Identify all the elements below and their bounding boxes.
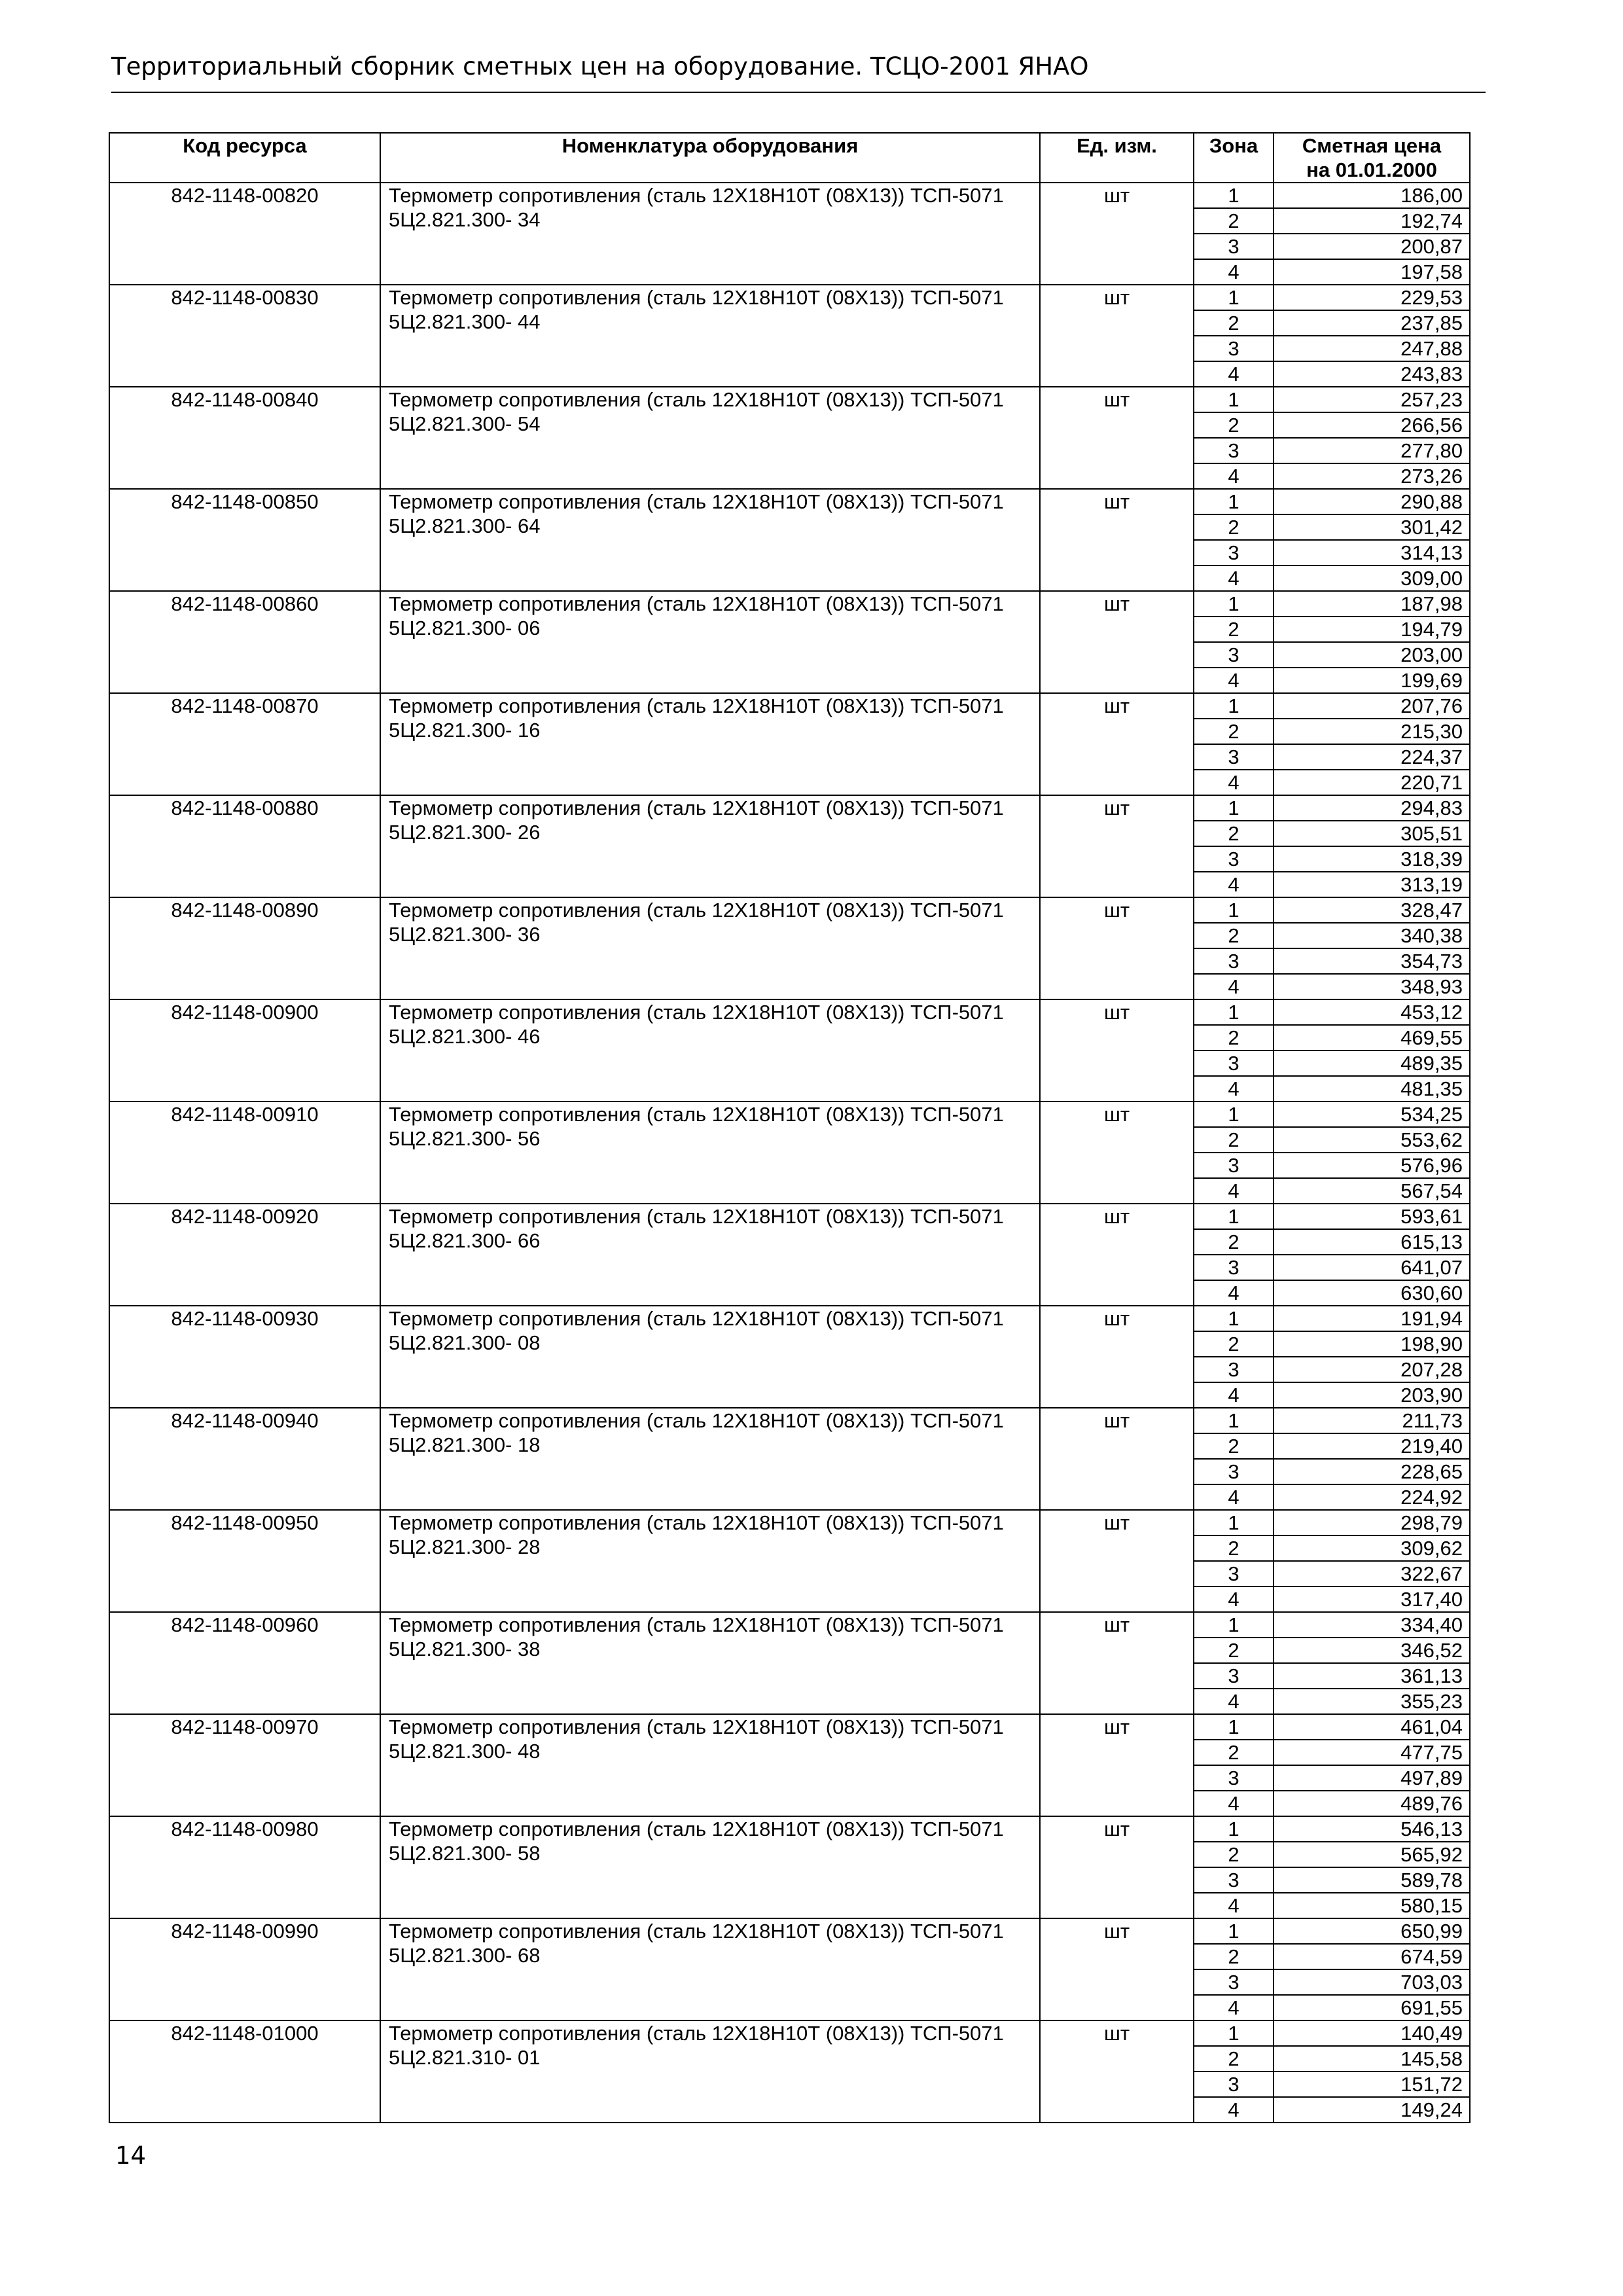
equipment-name-cell: Термометр сопротивления (сталь 12Х18Н10Т (08Х13)) ТСП-5071 5Ц2.821.300- 38: [380, 1612, 1040, 1714]
price-cell: 534,25: [1274, 1102, 1470, 1127]
price-cell: 301,42: [1274, 514, 1470, 540]
table-body: [109, 183, 1470, 2123]
resource-code-cell: 842-1148-00980: [109, 1816, 380, 1918]
price-cell: 149,24: [1274, 2097, 1470, 2123]
price-cell: 192,74: [1274, 208, 1470, 234]
zone-cell: 1: [1194, 795, 1274, 821]
table-row: [109, 387, 1470, 412]
price-cell: 567,54: [1274, 1178, 1470, 1204]
zone-cell: 4: [1194, 463, 1274, 489]
price-cell: 309,62: [1274, 1535, 1470, 1561]
zone-cell: 3: [1194, 642, 1274, 668]
price-cell: 191,94: [1274, 1306, 1470, 1331]
zone-cell: 3: [1194, 948, 1274, 974]
price-cell: 200,87: [1274, 234, 1470, 259]
zone-cell: 3: [1194, 1459, 1274, 1484]
zone-cell: 4: [1194, 668, 1274, 693]
zone-cell: 1: [1194, 1204, 1274, 1229]
zone-cell: 1: [1194, 2020, 1274, 2046]
column-header-unit: Ед. изм.: [1040, 133, 1194, 183]
resource-code-cell: 842-1148-00990: [109, 1918, 380, 2020]
price-cell: 219,40: [1274, 1433, 1470, 1459]
price-cell: 151,72: [1274, 2072, 1470, 2097]
zone-cell: 3: [1194, 234, 1274, 259]
table-row: [109, 1714, 1470, 1740]
price-cell: 497,89: [1274, 1765, 1470, 1791]
price-cell: 228,65: [1274, 1459, 1470, 1484]
zone-cell: 2: [1194, 923, 1274, 948]
price-cell: 187,98: [1274, 591, 1470, 617]
zone-cell: 2: [1194, 821, 1274, 846]
price-cell: 580,15: [1274, 1893, 1470, 1918]
price-cell: 203,90: [1274, 1382, 1470, 1408]
zone-cell: 4: [1194, 1382, 1274, 1408]
price-cell: 199,69: [1274, 668, 1470, 693]
equipment-name-cell: Термометр сопротивления (сталь 12Х18Н10Т (08Х13)) ТСП-5071 5Ц2.821.310- 01: [380, 2020, 1040, 2123]
equipment-name-cell: Термометр сопротивления (сталь 12Х18Н10Т (08Х13)) ТСП-5071 5Ц2.821.300- 48: [380, 1714, 1040, 1816]
zone-cell: 2: [1194, 1535, 1274, 1561]
price-cell: 630,60: [1274, 1280, 1470, 1306]
zone-cell: 1: [1194, 591, 1274, 617]
zone-cell: 2: [1194, 208, 1274, 234]
price-cell: 224,92: [1274, 1484, 1470, 1510]
price-cell: 273,26: [1274, 463, 1470, 489]
unit-cell: шт: [1040, 489, 1194, 591]
price-cell: 481,35: [1274, 1076, 1470, 1102]
price-cell: 318,39: [1274, 846, 1470, 872]
price-cell: 186,00: [1274, 183, 1470, 208]
price-cell: 322,67: [1274, 1561, 1470, 1587]
price-cell: 197,58: [1274, 259, 1470, 285]
price-cell: 565,92: [1274, 1842, 1470, 1867]
price-cell: 346,52: [1274, 1638, 1470, 1663]
price-cell: 589,78: [1274, 1867, 1470, 1893]
table-row: [109, 489, 1470, 514]
price-cell: 294,83: [1274, 795, 1470, 821]
price-cell: 361,13: [1274, 1663, 1470, 1689]
zone-cell: 3: [1194, 1357, 1274, 1382]
zone-cell: 1: [1194, 693, 1274, 719]
table-row: [109, 591, 1470, 617]
zone-cell: 3: [1194, 1255, 1274, 1280]
price-cell: 546,13: [1274, 1816, 1470, 1842]
price-cell: 453,12: [1274, 999, 1470, 1025]
zone-cell: 4: [1194, 1484, 1274, 1510]
zone-cell: 2: [1194, 1638, 1274, 1663]
table-row: [109, 1816, 1470, 1842]
table-row: [109, 795, 1470, 821]
zone-cell: 1: [1194, 1816, 1274, 1842]
equipment-name-cell: Термометр сопротивления (сталь 12Х18Н10Т (08Х13)) ТСП-5071 5Ц2.821.300- 06: [380, 591, 1040, 693]
equipment-name-cell: Термометр сопротивления (сталь 12Х18Н10Т (08Х13)) ТСП-5071 5Ц2.821.300- 26: [380, 795, 1040, 897]
table-row: [109, 1204, 1470, 1229]
page-number: 14: [115, 2142, 147, 2170]
resource-code-cell: 842-1148-00930: [109, 1306, 380, 1408]
zone-cell: 4: [1194, 974, 1274, 999]
zone-cell: 4: [1194, 1280, 1274, 1306]
equipment-name-cell: Термометр сопротивления (сталь 12Х18Н10Т (08Х13)) ТСП-5071 5Ц2.821.300- 18: [380, 1408, 1040, 1510]
price-cell: 277,80: [1274, 438, 1470, 463]
price-cell: 553,62: [1274, 1127, 1470, 1153]
page-header-title: Территориальный сборник сметных цен на оборудование. ТСЦО-2001 ЯНАО: [111, 52, 1089, 81]
zone-cell: 4: [1194, 259, 1274, 285]
unit-cell: шт: [1040, 183, 1194, 285]
resource-code-cell: 842-1148-00830: [109, 285, 380, 387]
column-header-price-line1: Сметная цена: [1302, 134, 1442, 157]
zone-cell: 1: [1194, 1510, 1274, 1535]
zone-cell: 2: [1194, 1740, 1274, 1765]
zone-cell: 2: [1194, 1433, 1274, 1459]
zone-cell: 4: [1194, 1178, 1274, 1204]
price-cell: 243,83: [1274, 361, 1470, 387]
price-cell: 354,73: [1274, 948, 1470, 974]
zone-cell: 1: [1194, 1612, 1274, 1638]
equipment-name-cell: Термометр сопротивления (сталь 12Х18Н10Т (08Х13)) ТСП-5071 5Ц2.821.300- 44: [380, 285, 1040, 387]
unit-cell: шт: [1040, 1510, 1194, 1612]
price-cell: 314,13: [1274, 540, 1470, 565]
table-row: [109, 1510, 1470, 1535]
equipment-name-cell: Термометр сопротивления (сталь 12Х18Н10Т (08Х13)) ТСП-5071 5Ц2.821.300- 34: [380, 183, 1040, 285]
zone-cell: 4: [1194, 361, 1274, 387]
equipment-name-cell: Термометр сопротивления (сталь 12Х18Н10Т (08Х13)) ТСП-5071 5Ц2.821.300- 08: [380, 1306, 1040, 1408]
price-cell: 247,88: [1274, 336, 1470, 361]
zone-cell: 1: [1194, 1306, 1274, 1331]
price-cell: 224,37: [1274, 744, 1470, 770]
resource-code-cell: 842-1148-00970: [109, 1714, 380, 1816]
zone-cell: 1: [1194, 1714, 1274, 1740]
price-cell: 674,59: [1274, 1944, 1470, 1969]
unit-cell: шт: [1040, 897, 1194, 999]
resource-code-cell: 842-1148-00880: [109, 795, 380, 897]
price-cell: 650,99: [1274, 1918, 1470, 1944]
unit-cell: шт: [1040, 999, 1194, 1102]
table-header-row: [109, 133, 1470, 183]
price-cell: 198,90: [1274, 1331, 1470, 1357]
resource-code-cell: 842-1148-01000: [109, 2020, 380, 2123]
price-cell: 334,40: [1274, 1612, 1470, 1638]
zone-cell: 3: [1194, 846, 1274, 872]
price-cell: 593,61: [1274, 1204, 1470, 1229]
price-cell: 703,03: [1274, 1969, 1470, 1995]
resource-code-cell: 842-1148-00950: [109, 1510, 380, 1612]
column-header-price-line2: на 01.01.2000: [1306, 158, 1437, 181]
zone-cell: 3: [1194, 540, 1274, 565]
column-header-zone: Зона: [1194, 133, 1274, 183]
price-cell: 576,96: [1274, 1153, 1470, 1178]
price-cell: 257,23: [1274, 387, 1470, 412]
zone-cell: 4: [1194, 1689, 1274, 1714]
price-cell: 309,00: [1274, 565, 1470, 591]
zone-cell: 2: [1194, 1944, 1274, 1969]
unit-cell: шт: [1040, 1102, 1194, 1204]
resource-code-cell: 842-1148-00850: [109, 489, 380, 591]
price-cell: 328,47: [1274, 897, 1470, 923]
unit-cell: шт: [1040, 2020, 1194, 2123]
price-cell: 305,51: [1274, 821, 1470, 846]
zone-cell: 3: [1194, 1765, 1274, 1791]
column-header-code: Код ресурса: [109, 133, 380, 183]
zone-cell: 4: [1194, 565, 1274, 591]
unit-cell: шт: [1040, 1204, 1194, 1306]
resource-code-cell: 842-1148-00960: [109, 1612, 380, 1714]
price-cell: 348,93: [1274, 974, 1470, 999]
table-row: [109, 897, 1470, 923]
price-cell: 145,58: [1274, 2046, 1470, 2072]
zone-cell: 3: [1194, 336, 1274, 361]
table-row: [109, 1408, 1470, 1433]
price-cell: 290,88: [1274, 489, 1470, 514]
table-row: [109, 1306, 1470, 1331]
resource-code-cell: 842-1148-00940: [109, 1408, 380, 1510]
unit-cell: шт: [1040, 1918, 1194, 2020]
resource-code-cell: 842-1148-00900: [109, 999, 380, 1102]
zone-cell: 3: [1194, 1153, 1274, 1178]
equipment-name-cell: Термометр сопротивления (сталь 12Х18Н10Т (08Х13)) ТСП-5071 5Ц2.821.300- 56: [380, 1102, 1040, 1204]
zone-cell: 3: [1194, 744, 1274, 770]
resource-code-cell: 842-1148-00910: [109, 1102, 380, 1204]
column-header-price: [1274, 133, 1470, 183]
zone-cell: 2: [1194, 1842, 1274, 1867]
zone-cell: 1: [1194, 1102, 1274, 1127]
price-cell: 469,55: [1274, 1025, 1470, 1050]
price-cell: 220,71: [1274, 770, 1470, 795]
unit-cell: шт: [1040, 1714, 1194, 1816]
zone-cell: 4: [1194, 1791, 1274, 1816]
zone-cell: 4: [1194, 1587, 1274, 1612]
zone-cell: 1: [1194, 183, 1274, 208]
zone-cell: 3: [1194, 1561, 1274, 1587]
price-cell: 477,75: [1274, 1740, 1470, 1765]
price-cell: 215,30: [1274, 719, 1470, 744]
price-cell: 229,53: [1274, 285, 1470, 310]
price-cell: 317,40: [1274, 1587, 1470, 1612]
price-cell: 489,76: [1274, 1791, 1470, 1816]
price-cell: 203,00: [1274, 642, 1470, 668]
table-row: [109, 693, 1470, 719]
equipment-name-cell: Термометр сопротивления (сталь 12Х18Н10Т (08Х13)) ТСП-5071 5Ц2.821.300- 36: [380, 897, 1040, 999]
price-cell: 461,04: [1274, 1714, 1470, 1740]
zone-cell: 4: [1194, 770, 1274, 795]
table-row: [109, 2020, 1470, 2046]
zone-cell: 1: [1194, 387, 1274, 412]
zone-cell: 2: [1194, 1127, 1274, 1153]
unit-cell: шт: [1040, 591, 1194, 693]
equipment-name-cell: Термометр сопротивления (сталь 12Х18Н10Т (08Х13)) ТСП-5071 5Ц2.821.300- 64: [380, 489, 1040, 591]
unit-cell: шт: [1040, 1612, 1194, 1714]
equipment-name-cell: Термометр сопротивления (сталь 12Х18Н10Т (08Х13)) ТСП-5071 5Ц2.821.300- 68: [380, 1918, 1040, 2020]
zone-cell: 3: [1194, 1050, 1274, 1076]
price-cell: 140,49: [1274, 2020, 1470, 2046]
resource-code-cell: 842-1148-00840: [109, 387, 380, 489]
zone-cell: 4: [1194, 1995, 1274, 2020]
table-row: [109, 285, 1470, 310]
header-rule: [111, 92, 1486, 93]
zone-cell: 3: [1194, 438, 1274, 463]
price-cell: 340,38: [1274, 923, 1470, 948]
zone-cell: 2: [1194, 617, 1274, 642]
unit-cell: шт: [1040, 1408, 1194, 1510]
price-cell: 207,76: [1274, 693, 1470, 719]
unit-cell: шт: [1040, 795, 1194, 897]
equipment-name-cell: Термометр сопротивления (сталь 12Х18Н10Т (08Х13)) ТСП-5071 5Ц2.821.300- 16: [380, 693, 1040, 795]
zone-cell: 4: [1194, 2097, 1274, 2123]
zone-cell: 1: [1194, 1918, 1274, 1944]
zone-cell: 3: [1194, 1663, 1274, 1689]
price-cell: 615,13: [1274, 1229, 1470, 1255]
price-cell: 313,19: [1274, 872, 1470, 897]
resource-code-cell: 842-1148-00920: [109, 1204, 380, 1306]
price-cell: 355,23: [1274, 1689, 1470, 1714]
zone-cell: 2: [1194, 719, 1274, 744]
zone-cell: 1: [1194, 897, 1274, 923]
equipment-name-cell: Термометр сопротивления (сталь 12Х18Н10Т (08Х13)) ТСП-5071 5Ц2.821.300- 54: [380, 387, 1040, 489]
zone-cell: 1: [1194, 999, 1274, 1025]
unit-cell: шт: [1040, 693, 1194, 795]
equipment-name-cell: Термометр сопротивления (сталь 12Х18Н10Т (08Х13)) ТСП-5071 5Ц2.821.300- 58: [380, 1816, 1040, 1918]
price-cell: 207,28: [1274, 1357, 1470, 1382]
zone-cell: 4: [1194, 1076, 1274, 1102]
price-table: [109, 132, 1471, 2123]
price-cell: 641,07: [1274, 1255, 1470, 1280]
column-header-name: Номенклатура оборудования: [380, 133, 1040, 183]
resource-code-cell: 842-1148-00820: [109, 183, 380, 285]
zone-cell: 1: [1194, 285, 1274, 310]
zone-cell: 3: [1194, 2072, 1274, 2097]
equipment-name-cell: Термометр сопротивления (сталь 12Х18Н10Т (08Х13)) ТСП-5071 5Ц2.821.300- 66: [380, 1204, 1040, 1306]
resource-code-cell: 842-1148-00890: [109, 897, 380, 999]
zone-cell: 2: [1194, 1331, 1274, 1357]
price-cell: 211,73: [1274, 1408, 1470, 1433]
zone-cell: 2: [1194, 310, 1274, 336]
zone-cell: 2: [1194, 1025, 1274, 1050]
unit-cell: шт: [1040, 285, 1194, 387]
table-row: [109, 1102, 1470, 1127]
unit-cell: шт: [1040, 1816, 1194, 1918]
zone-cell: 2: [1194, 1229, 1274, 1255]
zone-cell: 3: [1194, 1867, 1274, 1893]
price-cell: 266,56: [1274, 412, 1470, 438]
equipment-name-cell: Термометр сопротивления (сталь 12Х18Н10Т (08Х13)) ТСП-5071 5Ц2.821.300- 46: [380, 999, 1040, 1102]
zone-cell: 2: [1194, 514, 1274, 540]
table-row: [109, 183, 1470, 208]
price-cell: 298,79: [1274, 1510, 1470, 1535]
price-cell: 691,55: [1274, 1995, 1470, 2020]
table-row: [109, 1612, 1470, 1638]
zone-cell: 2: [1194, 412, 1274, 438]
zone-cell: 4: [1194, 1893, 1274, 1918]
table-row: [109, 1918, 1470, 1944]
zone-cell: 1: [1194, 489, 1274, 514]
zone-cell: 1: [1194, 1408, 1274, 1433]
unit-cell: шт: [1040, 387, 1194, 489]
equipment-name-cell: Термометр сопротивления (сталь 12Х18Н10Т (08Х13)) ТСП-5071 5Ц2.821.300- 28: [380, 1510, 1040, 1612]
price-cell: 194,79: [1274, 617, 1470, 642]
table-row: [109, 999, 1470, 1025]
unit-cell: шт: [1040, 1306, 1194, 1408]
price-cell: 237,85: [1274, 310, 1470, 336]
zone-cell: 4: [1194, 872, 1274, 897]
zone-cell: 3: [1194, 1969, 1274, 1995]
zone-cell: 2: [1194, 2046, 1274, 2072]
resource-code-cell: 842-1148-00860: [109, 591, 380, 693]
resource-code-cell: 842-1148-00870: [109, 693, 380, 795]
price-cell: 489,35: [1274, 1050, 1470, 1076]
